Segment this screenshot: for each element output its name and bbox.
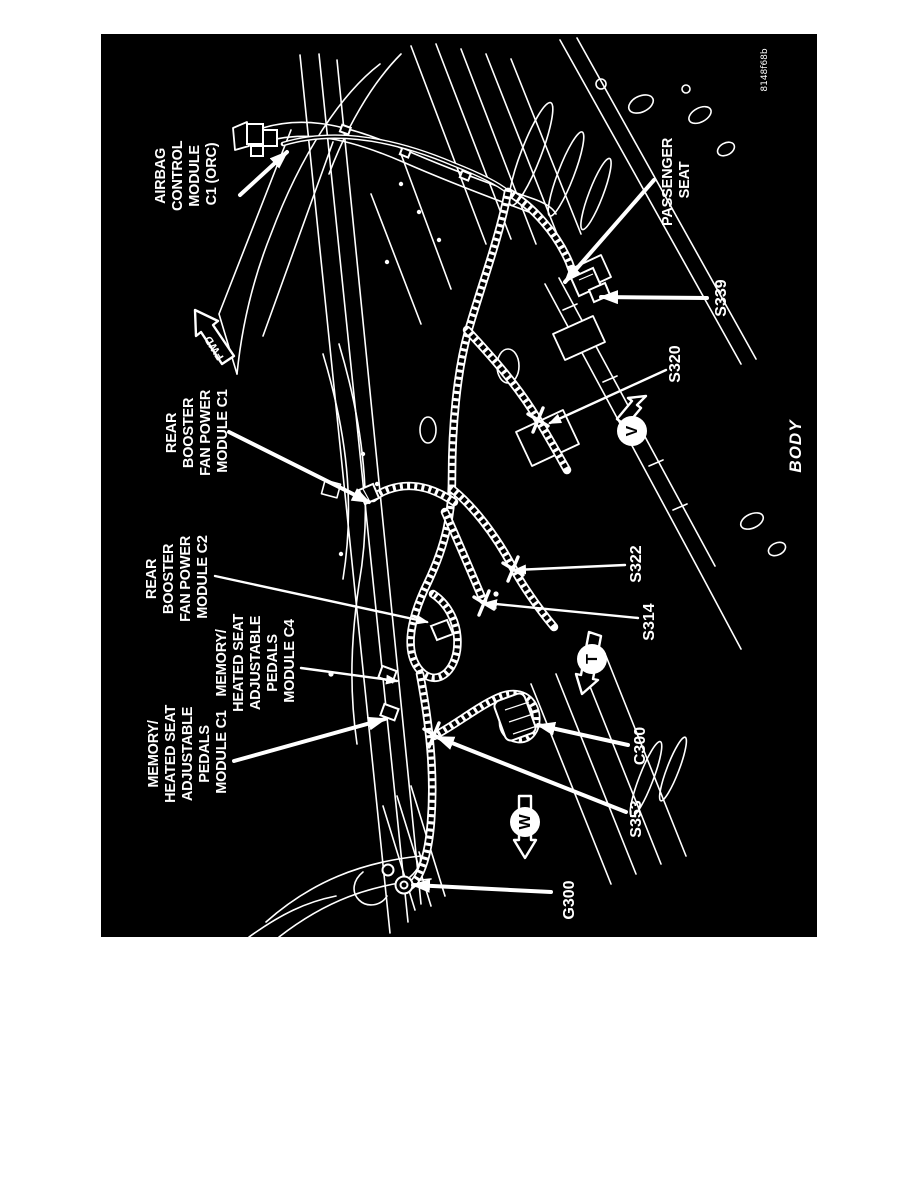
diagram-line: [411, 192, 508, 678]
leader-s322: [515, 565, 625, 570]
diagram-line: [249, 896, 336, 937]
diagram-line: CONTROL: [170, 140, 186, 211]
view-marker-v: [617, 396, 647, 446]
fwd-direction-arrow: [195, 310, 234, 364]
diagram-line: [431, 620, 453, 640]
diagram-line: [251, 146, 263, 156]
body-section-label: BODY: [786, 419, 805, 473]
label-memory-heated-seat-adjustable-pedals-module-c1: [146, 701, 230, 803]
wiring-diagram-panel: [101, 34, 817, 937]
diagram-line: [371, 194, 421, 324]
diagram-line: BOOSTER: [181, 397, 197, 469]
diagram-line: [686, 103, 714, 127]
diagram-line: MODULE C1: [214, 710, 230, 794]
leader-s339: [601, 297, 707, 298]
view-letter-t: T: [584, 654, 601, 664]
diagram-line: [682, 85, 690, 93]
diagram-line: [340, 125, 351, 135]
leader-airbag-control-module: [240, 152, 287, 195]
leader-rear-booster-c1: [229, 432, 369, 502]
diagram-line: [253, 136, 529, 212]
diagram-line: [553, 316, 605, 360]
diagram-line: HEATED SEAT: [231, 613, 247, 712]
diagram-line: [383, 865, 394, 876]
diagram-line: SEAT: [677, 161, 693, 199]
diagram-line: [385, 260, 389, 264]
diagram-line: [493, 591, 498, 596]
diagram-line: MODULE C4: [282, 619, 298, 703]
wiring-harness: [283, 137, 580, 886]
diagram-line: REAR: [164, 412, 180, 454]
diagram-line: [263, 130, 277, 146]
view-letter-v: V: [624, 425, 641, 437]
label-s314: S314: [641, 603, 658, 641]
body-harness-illustration: [101, 34, 817, 937]
leader-s320: [550, 370, 666, 423]
diagram-line: [219, 130, 291, 374]
label-memory-heated-seat-adjustable-pedals-module-c4: [214, 610, 298, 712]
diagram-line: PEDALS: [197, 725, 213, 783]
diagram-line: AIRBAG: [153, 147, 169, 204]
diagram-line: FAN POWER: [178, 535, 194, 622]
diagram-line: [420, 417, 436, 443]
diagram-line: [556, 674, 636, 874]
diagram-line: [411, 192, 508, 678]
diagram-line: MODULE C1: [215, 389, 231, 473]
diagram-line: PASSENGER: [660, 137, 676, 227]
view-marker-t: [576, 632, 607, 694]
diagram-line: ADJUSTABLE: [248, 615, 264, 711]
diagram-line: PEDALS: [265, 634, 281, 692]
diagram-line: [410, 674, 432, 886]
diagram-line: [375, 482, 379, 486]
diagram-line: [354, 872, 387, 905]
diagram-line: BOOSTER: [161, 543, 177, 615]
leader-s314: [486, 603, 638, 618]
label-s353: S353: [628, 800, 645, 838]
leader-g300: [413, 885, 551, 892]
label-rear-booster-fan-power-module-c2: [144, 532, 211, 622]
diagram-line: MODULE: [187, 145, 203, 207]
diagram-line: [437, 238, 441, 242]
diagram-line: [247, 124, 263, 144]
label-c300: C300: [632, 726, 649, 766]
diagram-line: [339, 344, 365, 744]
label-s339: S339: [713, 279, 730, 317]
leader-passenger-seat: [565, 180, 654, 282]
diagram-line: MEMORY/: [214, 629, 230, 697]
diagram-line: ADJUSTABLE: [180, 706, 196, 802]
diagram-line: [401, 154, 451, 289]
diagram-line: [655, 735, 691, 803]
diagram-line: MODULE C2: [195, 535, 211, 619]
diagram-line: REAR: [144, 558, 160, 600]
diagram-line: [542, 129, 589, 219]
diagram-line: C1 (ORC): [204, 142, 220, 206]
fwd-label: FWD: [202, 333, 227, 363]
diagram-line: [328, 182, 498, 677]
label-g300: G300: [561, 880, 578, 920]
diagram-line: [467, 330, 567, 470]
floor-pan-structure: [219, 38, 788, 937]
diagram-line: HEATED SEAT: [163, 704, 179, 803]
view-marker-w: [510, 796, 540, 858]
diagram-line: FAN POWER: [198, 389, 214, 476]
diagram-line: [626, 91, 656, 116]
label-rear-booster-fan-power-module-c1: [164, 386, 231, 476]
label-s320: S320: [667, 345, 684, 383]
diagram-line: [399, 182, 403, 186]
diagram-line: [531, 684, 611, 884]
figure-id: 8148f68b: [760, 48, 770, 92]
diagram-line: [766, 540, 787, 558]
diagram-line: [576, 156, 616, 232]
diagram-line: [339, 552, 343, 556]
diagram-line: [715, 139, 737, 158]
diagram-line: [401, 882, 408, 889]
rear-booster-fan-power-c2-connector: [431, 620, 453, 640]
label-passenger-seat: [660, 134, 693, 226]
diagram-line: [417, 210, 421, 214]
diagram-line: [323, 354, 349, 579]
airbag-control-module-connector: [247, 124, 277, 156]
label-s322: S322: [628, 545, 645, 583]
view-letter-w: W: [517, 814, 534, 830]
diagram-line: [361, 452, 365, 456]
diagram-line: MEMORY/: [146, 720, 162, 788]
label-airbag-control-module-c1-orc: [153, 137, 220, 211]
leader-memory-c1: [234, 719, 385, 761]
diagram-line: [738, 510, 766, 533]
